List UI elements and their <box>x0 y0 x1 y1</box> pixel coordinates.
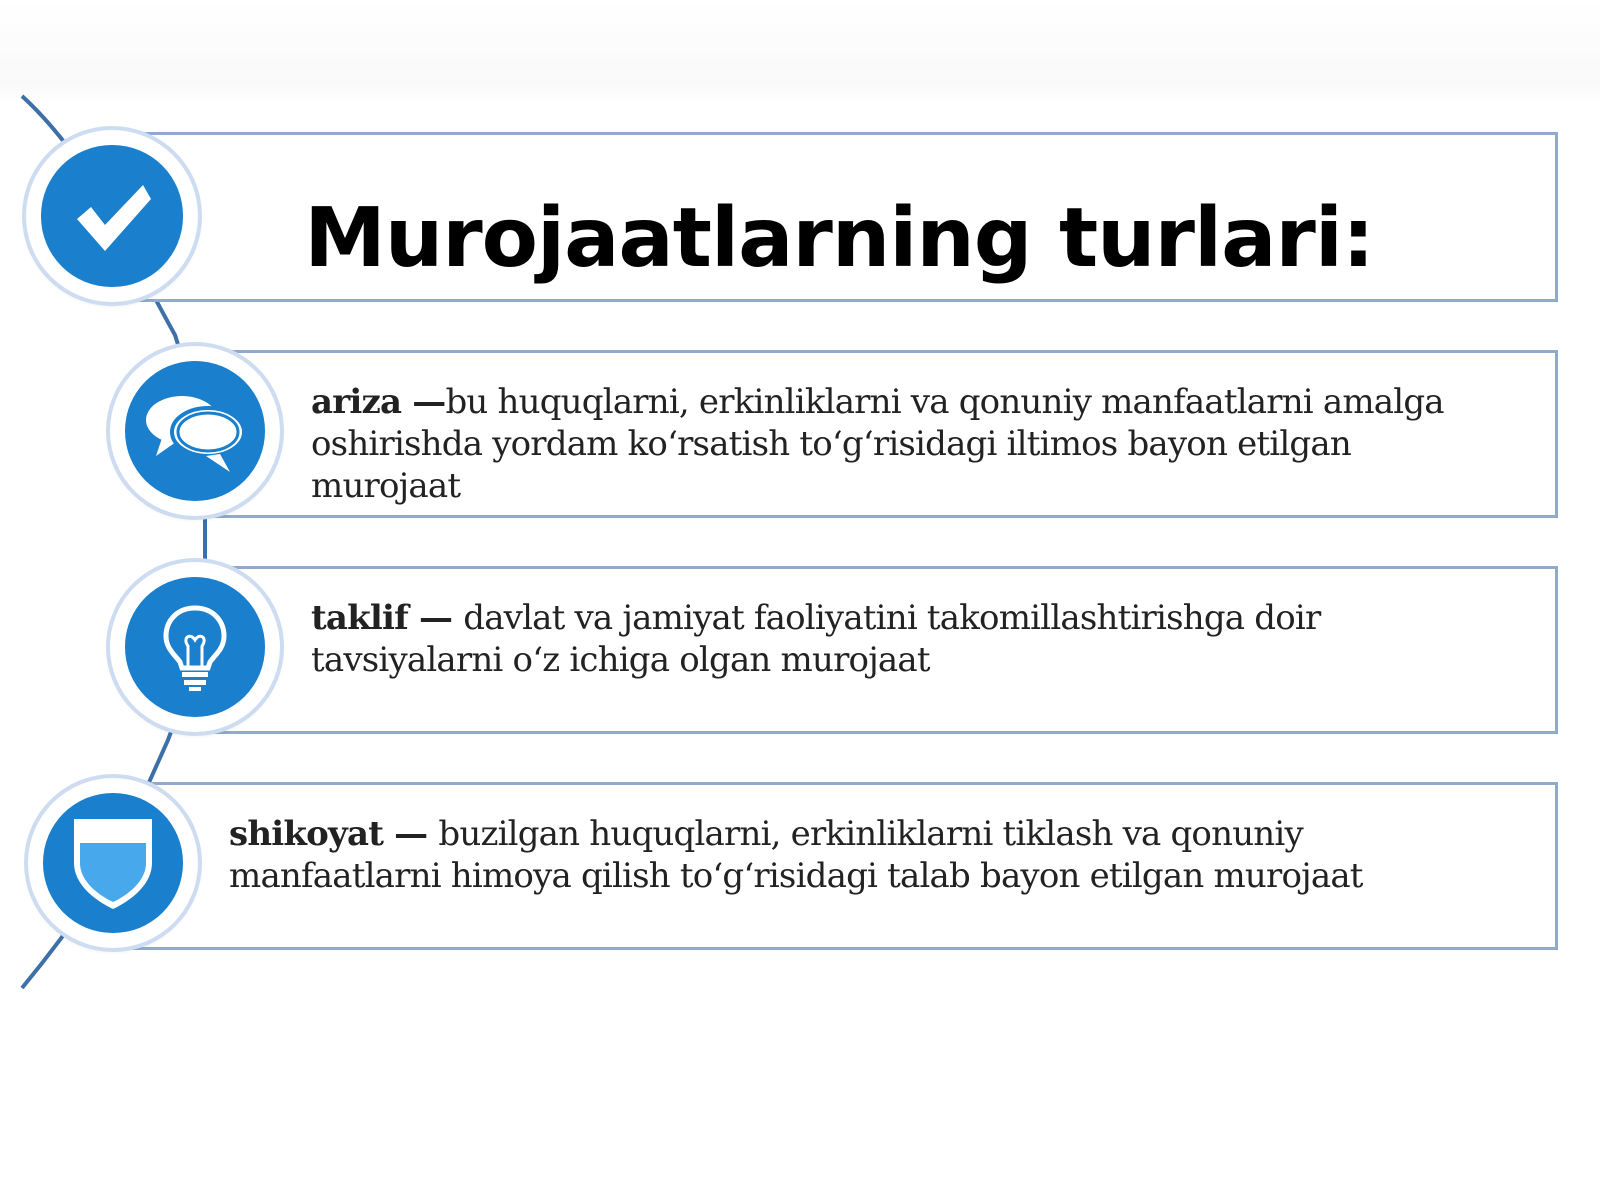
item-dash: — <box>383 814 439 854</box>
item-term: shikoyat <box>229 814 384 854</box>
title-box <box>120 132 1558 302</box>
item-description <box>229 813 1505 897</box>
item-description <box>311 597 1505 681</box>
shield-icon <box>70 815 156 911</box>
item-dash: — <box>401 382 446 422</box>
list-item-ariza <box>190 350 1558 518</box>
ariza-icon-circle <box>110 346 280 516</box>
checkmark-icon <box>67 171 157 261</box>
header-icon-circle <box>26 130 198 302</box>
item-text: buzilgan huquqlarni, erkinliklarni tiklash va qonuniy manfaatlarni himoya qilish to‘g‘risidagi talab bayon etilgan murojaat <box>229 814 1363 896</box>
speech-bubbles-icon <box>140 386 250 476</box>
item-term: taklif <box>311 598 408 638</box>
item-term: ariza <box>311 382 402 422</box>
page-title: Murojaatlarning turlari: <box>304 191 1374 286</box>
list-item-taklif <box>190 566 1558 734</box>
item-description <box>311 381 1505 506</box>
item-text: bu huquqlarni, erkinliklarni va qonuniy manfaatlarni amalga oshirishda yordam ko‘rsatish to‘g‘risidagi iltimos bayon etilgan murojaat <box>311 382 1444 506</box>
item-dash: — <box>407 598 464 638</box>
item-text: davlat va jamiyat faoliyatini takomillashtirishga doir tavsiyalarni o‘z ichiga olgan murojaat <box>311 598 1321 680</box>
shikoyat-icon-circle <box>28 778 198 948</box>
list-item-shikoyat <box>120 782 1558 950</box>
lightbulb-icon <box>160 602 230 692</box>
taklif-icon-circle <box>110 562 280 732</box>
